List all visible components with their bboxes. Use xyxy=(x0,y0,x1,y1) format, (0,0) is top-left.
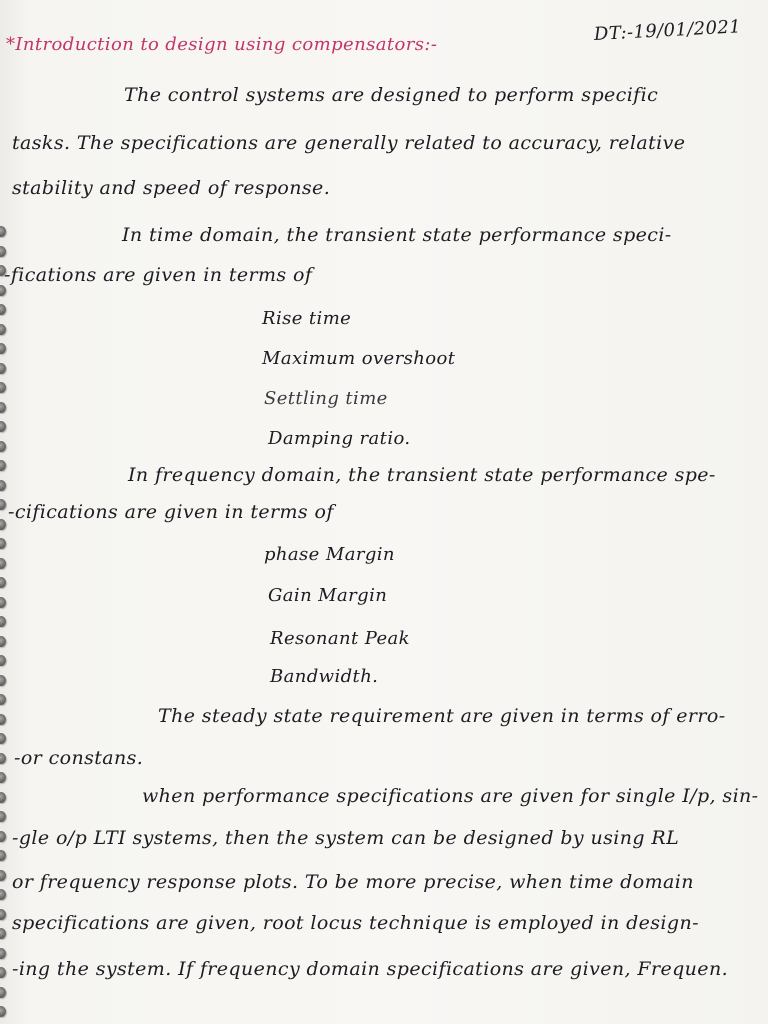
binding-hole xyxy=(0,343,6,354)
binding-hole xyxy=(0,694,6,705)
page-heading: *Introduction to design using compensators:- xyxy=(6,34,438,55)
binding-hole xyxy=(0,538,6,549)
text-line: -or constans. xyxy=(14,747,144,769)
text-line: In time domain, the transient state performance speci- xyxy=(122,224,672,246)
text-line: In frequency domain, the transient state performance spe- xyxy=(128,464,716,486)
binding-hole xyxy=(0,285,6,296)
text-line: when performance specifications are given for single I/p, sin- xyxy=(142,785,759,807)
list-item: Settling time xyxy=(264,388,388,409)
binding-hole xyxy=(0,480,6,491)
binding-hole xyxy=(0,304,6,315)
binding-hole xyxy=(0,909,6,920)
text-line: -cifications are given in terms of xyxy=(8,501,334,523)
binding-hole xyxy=(0,675,6,686)
binding-hole xyxy=(0,753,6,764)
binding-hole xyxy=(0,246,6,257)
list-item: Maximum overshoot xyxy=(262,348,456,369)
binding-hole xyxy=(0,577,6,588)
list-item: Damping ratio. xyxy=(268,428,411,449)
text-line: The control systems are designed to perform specific xyxy=(124,84,659,106)
binding-hole xyxy=(0,772,6,783)
binding-hole xyxy=(0,948,6,959)
binding-hole xyxy=(0,616,6,627)
binding-hole xyxy=(0,402,6,413)
binding-hole xyxy=(0,967,6,978)
binding-hole xyxy=(0,714,6,725)
binding-hole xyxy=(0,499,6,510)
binding-hole xyxy=(0,811,6,822)
binding-hole xyxy=(0,1006,6,1017)
binding-hole xyxy=(0,850,6,861)
binding-hole xyxy=(0,441,6,452)
binding-hole xyxy=(0,831,6,842)
binding-hole xyxy=(0,597,6,608)
list-item: phase Margin xyxy=(264,544,395,565)
text-line: specifications are given, root locus technique is employed in design- xyxy=(12,912,699,934)
date-label: DT:-19/01/2021 xyxy=(593,16,742,45)
binding-hole xyxy=(0,636,6,647)
text-line: The steady state requirement are given in terms of erro- xyxy=(158,705,726,727)
binding-hole xyxy=(0,363,6,374)
text-line: -fications are given in terms of xyxy=(4,264,313,286)
binding-hole xyxy=(0,928,6,939)
binding-hole xyxy=(0,655,6,666)
list-item: Gain Margin xyxy=(268,585,388,606)
text-line: -gle o/p LTI systems, then the system can be designed by using RL xyxy=(12,827,680,849)
binding-hole xyxy=(0,733,6,744)
binding-hole xyxy=(0,324,6,335)
text-line: -ing the system. If frequency domain specifications are given, Frequen. xyxy=(12,958,729,980)
binding-hole xyxy=(0,519,6,530)
list-item: Rise time xyxy=(262,308,352,329)
binding-hole xyxy=(0,460,6,471)
text-line: or frequency response plots. To be more precise, when time domain xyxy=(12,871,694,893)
binding-hole xyxy=(0,226,6,237)
text-line: stability and speed of response. xyxy=(12,177,331,199)
binding-hole xyxy=(0,382,6,393)
binding-hole xyxy=(0,889,6,900)
binding-hole xyxy=(0,987,6,998)
text-line: tasks. The specifications are generally related to accuracy, relative xyxy=(12,132,686,154)
list-item: Bandwidth. xyxy=(270,666,379,687)
binding-hole xyxy=(0,421,6,432)
binding-hole xyxy=(0,558,6,569)
list-item: Resonant Peak xyxy=(270,628,410,649)
binding-hole xyxy=(0,870,6,881)
binding-hole xyxy=(0,792,6,803)
